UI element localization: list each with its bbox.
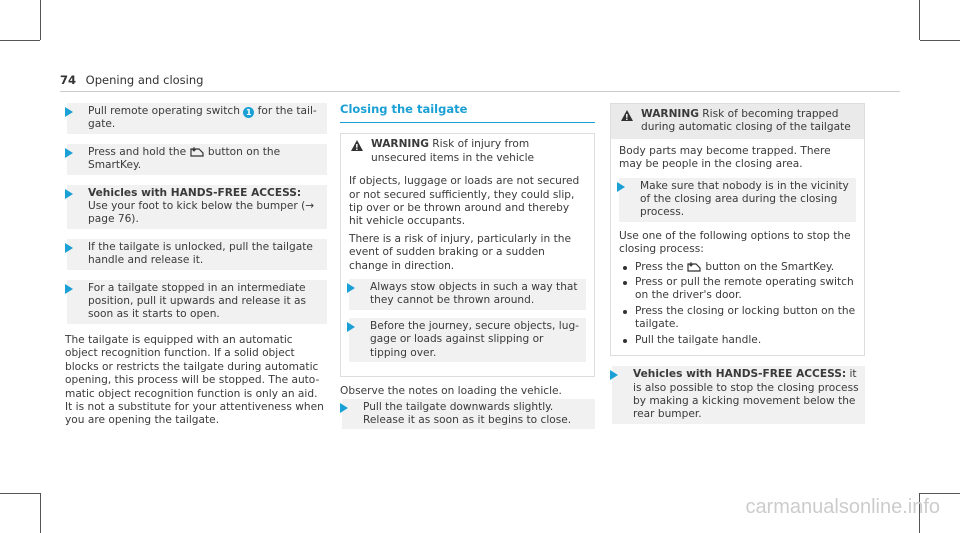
crop-mark	[40, 493, 41, 533]
list-item: Press or pull the remote operating switch on the driver's door.	[619, 276, 856, 303]
arrow-right-icon	[617, 182, 625, 192]
step-text: Before the journey, secure objects, lug-gage or loads against slipping or tipping over.	[370, 319, 579, 359]
step	[67, 185, 327, 229]
tailgate-button-icon	[190, 146, 205, 157]
step	[342, 399, 595, 430]
step	[612, 366, 865, 424]
warning-paragraph: Body parts may become trapped. There may be people in the closing area.	[619, 144, 831, 171]
page-header	[60, 73, 203, 87]
warning-header	[611, 104, 864, 139]
page-title: Opening and closing	[85, 73, 204, 87]
step	[349, 318, 586, 362]
warning-body	[611, 139, 864, 355]
body-paragraph: The tailgate is equipped with an automatic object recognition function. If a solid object blocks or restricts the tailgate during automatic opening, this process will be stopped. The auto-matic object recognition function is only an aid. It is not a substitute for your attentiveness when you are opening the tailgate.	[65, 333, 324, 427]
step-text: Press and hold the	[88, 145, 190, 158]
watermark: carmanualsonline.info	[745, 496, 940, 518]
arrow-right-icon	[610, 370, 618, 380]
warning-body	[341, 169, 594, 376]
step-label: Vehicles with HANDS-FREE ACCESS:	[88, 186, 302, 199]
warning-box	[610, 103, 865, 356]
arrow-right-icon	[65, 284, 73, 294]
arrow-right-icon	[340, 403, 348, 413]
header-rule	[60, 91, 900, 92]
step	[67, 144, 327, 175]
arrow-right-icon	[65, 189, 73, 199]
list-text: button on the SmartKey.	[702, 260, 835, 273]
warning-label: WARNING	[641, 108, 699, 120]
warning-heading: Risk of injury from unsecured items in the vehicle	[371, 138, 535, 164]
page-number: 74	[60, 73, 77, 87]
step	[349, 279, 586, 310]
body-paragraph: Observe the notes on loading the vehicle.	[340, 385, 562, 398]
step	[619, 178, 856, 222]
step-text: button on the SmartKey.	[88, 145, 281, 172]
warning-paragraph: Use one of the following options to stop the closing process:	[619, 229, 851, 256]
column-middle	[340, 103, 595, 439]
step-text: Pull the tailgate downwards slightly. Release it as soon as it begins to close.	[363, 400, 572, 426]
warning-paragraph: There is a risk of injury, particularly in the event of sudden braking or a sudden change in direction.	[349, 232, 571, 272]
step-text: for the tail-gate.	[88, 105, 317, 131]
crop-mark	[40, 0, 41, 40]
step-text: Pull remote operating switch	[88, 105, 244, 117]
step-text: Make sure that nobody is in the vicinity of the closing area during the closing process.	[640, 179, 849, 219]
step-text: If the tailgate is unlocked, pull the tailgate handle and release it.	[88, 240, 313, 267]
tailgate-button-icon	[687, 261, 702, 272]
list-text: Press the	[635, 260, 688, 273]
warning-label: WARNING	[371, 138, 429, 151]
arrow-right-icon	[65, 107, 73, 117]
crop-mark	[920, 493, 960, 494]
section-rule	[340, 122, 595, 123]
list-item: Pull the tailgate handle.	[619, 334, 856, 347]
arrow-right-icon	[347, 322, 355, 332]
step-text: Use your foot to kick below the bumper (→ page 76).	[88, 200, 315, 226]
warning-paragraph: If objects, luggage or loads are not secured or not secured sufficiently, they could slip, tip over or be thrown around and thereby hit vehicle occupants.	[349, 175, 580, 228]
list-item	[619, 261, 856, 274]
step-text: For a tailgate stopped in an intermediate position, pull it upwards and release it as soon as it starts to open.	[88, 281, 306, 321]
crop-mark	[919, 0, 920, 40]
crop-mark	[0, 40, 40, 41]
step-text: it is also possible to stop the closing process by making a kicking movement below the rear bumper.	[633, 368, 859, 421]
step	[67, 103, 327, 134]
step	[67, 239, 327, 270]
arrow-right-icon	[65, 148, 73, 158]
step-text: Always stow objects in such a way that they cannot be thrown around.	[370, 281, 578, 307]
section-title: Closing the tailgate	[340, 102, 468, 116]
warning-header	[341, 134, 594, 169]
crop-mark	[920, 40, 960, 41]
warning-triangle-icon	[621, 110, 633, 121]
list-item: Press the closing or locking button on the tailgate.	[619, 305, 856, 332]
warning-box	[340, 133, 595, 377]
step-label: Vehicles with HANDS-FREE ACCESS:	[633, 368, 847, 381]
step	[67, 280, 327, 324]
arrow-right-icon	[347, 283, 355, 293]
warning-heading: Risk of becoming trapped during automatic closing of the tailgate	[641, 108, 851, 134]
arrow-right-icon	[65, 243, 73, 253]
column-right	[610, 103, 865, 434]
callout-number: 1	[243, 107, 254, 118]
warning-triangle-icon	[351, 140, 363, 151]
column-left	[65, 103, 327, 428]
crop-mark	[0, 493, 40, 494]
